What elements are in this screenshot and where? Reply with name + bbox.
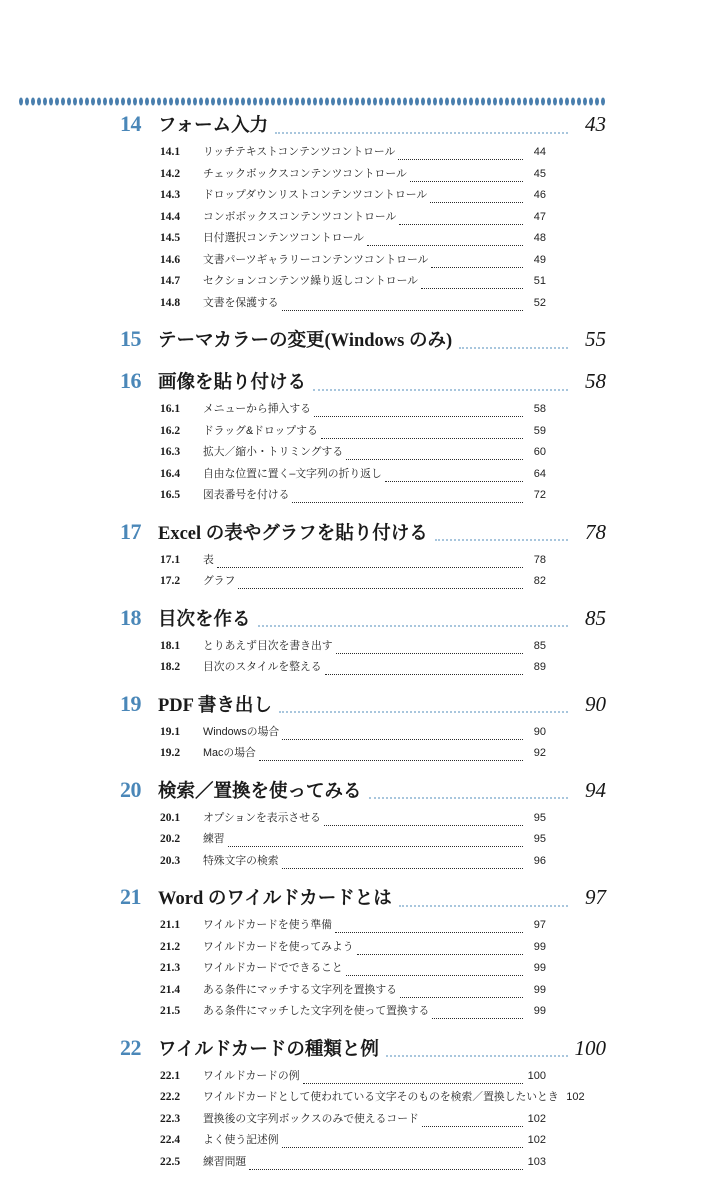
section-title: 目次のスタイルを整える	[203, 662, 325, 673]
section-entry[interactable]	[0, 404, 724, 426]
chapter-number: 22	[120, 1037, 158, 1059]
section-list	[0, 147, 724, 319]
section-entry[interactable]	[0, 813, 724, 835]
chapter-entry[interactable]	[0, 1037, 724, 1070]
section-page-number: 44	[523, 147, 546, 158]
leader-dots	[279, 710, 568, 713]
leader-dots	[303, 1082, 523, 1084]
section-page-number: 82	[523, 576, 546, 587]
leader-dots	[325, 673, 523, 675]
chapter-number: 17	[120, 521, 158, 543]
section-number: 16.1	[160, 404, 203, 416]
chapter-number: 20	[120, 779, 158, 801]
section-page-number: 52	[523, 298, 546, 309]
section-title: とりあえず目次を書き出す	[203, 641, 336, 652]
section-number: 17.2	[160, 576, 203, 588]
leader-dots	[432, 1017, 523, 1019]
section-entry[interactable]	[0, 1157, 724, 1178]
chapter-number: 19	[120, 693, 158, 715]
section-page-number: 102	[523, 1114, 546, 1125]
section-page-number: 99	[523, 1006, 546, 1017]
section-number: 22.2	[160, 1092, 203, 1104]
section-number: 22.5	[160, 1157, 203, 1169]
section-number: 20.3	[160, 856, 203, 868]
section-number: 22.1	[160, 1071, 203, 1083]
chapter-page-number: 97	[568, 887, 606, 908]
section-list	[0, 555, 724, 598]
section-entry[interactable]	[0, 834, 724, 856]
section-number: 14.2	[160, 169, 203, 181]
section-title: オプションを表示させる	[203, 813, 324, 824]
section-title: よく使う記述例	[203, 1135, 282, 1146]
section-page-number: 59	[523, 426, 546, 437]
leader-dots	[357, 953, 523, 955]
section-number: 14.3	[160, 190, 203, 202]
section-page-number: 72	[523, 490, 546, 501]
section-title: ワイルドカードとして使われている文字そのものを検索／置換したいとき	[203, 1092, 562, 1103]
leader-dots	[422, 1125, 523, 1127]
section-page-number: 51	[523, 276, 546, 287]
chapter-block	[0, 328, 724, 361]
section-title: リッチテキストコンテンツコントロール	[203, 147, 398, 158]
chapter-entry[interactable]	[0, 370, 724, 403]
section-title: 拡大／縮小・トリミングする	[203, 447, 346, 458]
leader-dots	[398, 158, 523, 160]
chapter-page-number: 43	[568, 114, 606, 135]
leader-dots	[399, 223, 523, 225]
section-entry[interactable]	[0, 255, 724, 277]
section-page-number: 45	[523, 169, 546, 180]
section-title: ある条件にマッチする文字列を置換する	[203, 985, 400, 996]
section-page-number: 99	[523, 963, 546, 974]
chapter-block	[0, 521, 724, 598]
section-title: ワイルドカードを使ってみよう	[203, 942, 357, 953]
chapter-page-number: 55	[568, 329, 606, 350]
chapter-title: ワイルドカードの種類と例	[158, 1041, 386, 1060]
chapter-page-number: 90	[568, 694, 606, 715]
section-number: 21.3	[160, 963, 203, 975]
leader-dots	[421, 287, 523, 289]
chapter-number: 21	[120, 886, 158, 908]
leader-dots	[459, 346, 568, 349]
section-entry[interactable]	[0, 276, 724, 298]
section-entry[interactable]	[0, 576, 724, 598]
leader-dots	[385, 480, 523, 482]
section-entry[interactable]	[0, 469, 724, 491]
section-entry[interactable]	[0, 190, 724, 212]
chapter-page-number: 85	[568, 608, 606, 629]
section-number: 16.5	[160, 490, 203, 502]
section-title: ワイルドカードを使う準備	[203, 920, 335, 931]
chapter-page-number: 78	[568, 522, 606, 543]
section-number: 21.2	[160, 942, 203, 954]
section-entry[interactable]	[0, 748, 724, 770]
table-of-contents	[0, 113, 724, 1178]
section-entry[interactable]	[0, 233, 724, 255]
section-title: 文書パーツギャラリーコンテンツコントロール	[203, 255, 431, 266]
leader-dots	[238, 587, 523, 589]
section-entry[interactable]	[0, 426, 724, 448]
section-number: 21.1	[160, 920, 203, 932]
chapter-number: 15	[120, 328, 158, 350]
chapter-title: 目次を作る	[158, 611, 258, 630]
section-title: コンボボックスコンテンツコントロール	[203, 212, 399, 223]
section-entry[interactable]	[0, 1071, 724, 1093]
section-title: ある条件にマッチした文字列を使って置換する	[203, 1006, 432, 1017]
section-entry[interactable]	[0, 641, 724, 663]
section-number: 19.1	[160, 727, 203, 739]
section-entry[interactable]	[0, 920, 724, 942]
section-page-number: 99	[523, 985, 546, 996]
section-page-number: 96	[523, 856, 546, 867]
section-entry[interactable]	[0, 298, 724, 320]
section-page-number: 58	[523, 404, 546, 415]
leader-dots	[410, 180, 523, 182]
section-page-number: 92	[523, 748, 546, 759]
chapter-block	[0, 779, 724, 878]
section-number: 21.4	[160, 985, 203, 997]
section-page-number: 85	[523, 641, 546, 652]
section-title: ドラッグ&ドロップする	[203, 426, 321, 437]
leader-dots	[314, 415, 523, 417]
section-entry[interactable]	[0, 1135, 724, 1157]
section-entry[interactable]	[0, 1114, 724, 1136]
section-page-number: 97	[523, 920, 546, 931]
section-title: 日付選択コンテンツコントロール	[203, 233, 367, 244]
section-title: ワイルドカードでできること	[203, 963, 346, 974]
leader-dots	[282, 738, 523, 740]
chapter-entry[interactable]	[0, 693, 724, 726]
chapter-title: PDF 書き出し	[158, 697, 279, 716]
leader-dots	[346, 458, 523, 460]
section-entry[interactable]	[0, 447, 724, 469]
section-title: 文書を保護する	[203, 298, 282, 309]
section-list	[0, 641, 724, 684]
section-title: セクションコンテンツ繰り返しコントロール	[203, 276, 421, 287]
section-number: 14.4	[160, 212, 203, 224]
section-entry[interactable]	[0, 1092, 724, 1114]
leader-dots	[336, 652, 523, 654]
section-page-number: 47	[523, 212, 546, 223]
leader-dots	[259, 759, 523, 761]
chapter-number: 14	[120, 113, 158, 135]
section-number: 14.5	[160, 233, 203, 245]
chapter-page-number: 94	[568, 780, 606, 801]
section-title: 練習問題	[203, 1157, 249, 1168]
chapter-title: 画像を貼り付ける	[158, 374, 313, 393]
section-list	[0, 727, 724, 770]
section-entry[interactable]	[0, 147, 724, 169]
section-number: 18.2	[160, 662, 203, 674]
chapter-entry[interactable]	[0, 886, 724, 919]
section-title: 練習	[203, 834, 228, 845]
leader-dots	[335, 931, 523, 933]
leader-dots	[431, 266, 523, 268]
section-title: 図表番号を付ける	[203, 490, 292, 501]
section-number: 14.1	[160, 147, 203, 159]
header-dotted-band	[18, 97, 606, 106]
section-page-number: 102	[523, 1135, 546, 1146]
section-entry[interactable]	[0, 555, 724, 577]
section-title: Macの場合	[203, 748, 259, 759]
section-title: ワイルドカードの例	[203, 1071, 303, 1082]
section-number: 16.4	[160, 469, 203, 481]
leader-dots	[275, 131, 568, 134]
section-page-number: 46	[523, 190, 546, 201]
leader-dots	[292, 501, 523, 503]
chapter-title: テーマカラーの変更(Windows のみ)	[158, 332, 459, 351]
section-number: 16.2	[160, 426, 203, 438]
section-page-number: 90	[523, 727, 546, 738]
section-entry[interactable]	[0, 856, 724, 878]
section-number: 19.2	[160, 748, 203, 760]
section-list	[0, 813, 724, 878]
leader-dots	[386, 1054, 568, 1057]
chapter-entry[interactable]	[0, 113, 724, 146]
section-number: 21.5	[160, 1006, 203, 1018]
section-page-number: 102	[562, 1092, 585, 1103]
section-entry[interactable]	[0, 727, 724, 749]
leader-dots	[313, 388, 568, 391]
section-number: 22.3	[160, 1114, 203, 1126]
section-entry[interactable]	[0, 942, 724, 964]
chapter-page-number: 58	[568, 371, 606, 392]
section-title: 表	[203, 555, 217, 566]
section-title: 特殊文字の検索	[203, 856, 282, 867]
section-title: グラフ	[203, 576, 238, 587]
leader-dots	[369, 796, 568, 799]
leader-dots	[367, 244, 523, 246]
section-number: 14.7	[160, 276, 203, 288]
section-number: 18.1	[160, 641, 203, 653]
section-list	[0, 404, 724, 512]
section-number: 20.2	[160, 834, 203, 846]
section-page-number: 78	[523, 555, 546, 566]
leader-dots	[430, 201, 523, 203]
section-entry[interactable]	[0, 963, 724, 985]
chapter-block	[0, 886, 724, 1028]
leader-dots	[217, 566, 523, 568]
chapter-title: Excel の表やグラフを貼り付ける	[158, 525, 435, 544]
section-number: 14.8	[160, 298, 203, 310]
section-title: 置換後の文字列ボックスのみで使えるコード	[203, 1114, 422, 1125]
section-page-number: 49	[523, 255, 546, 266]
section-page-number: 64	[523, 469, 546, 480]
section-page-number: 48	[523, 233, 546, 244]
section-entry[interactable]	[0, 1006, 724, 1028]
section-page-number: 89	[523, 662, 546, 673]
section-list	[0, 920, 724, 1028]
section-entry[interactable]	[0, 985, 724, 1007]
chapter-entry[interactable]	[0, 521, 724, 554]
section-page-number: 95	[523, 834, 546, 845]
section-page-number: 95	[523, 813, 546, 824]
section-page-number: 99	[523, 942, 546, 953]
chapter-title: 検索／置換を使ってみる	[158, 783, 369, 802]
chapter-block	[0, 1037, 724, 1178]
chapter-entry[interactable]	[0, 607, 724, 640]
section-title: チェックボックスコンテンツコントロール	[203, 169, 410, 180]
leader-dots	[258, 624, 568, 627]
section-entry[interactable]	[0, 212, 724, 234]
leader-dots	[435, 538, 568, 541]
chapter-title: Word のワイルドカードとは	[158, 890, 399, 909]
section-entry[interactable]	[0, 662, 724, 684]
section-number: 14.6	[160, 255, 203, 267]
section-number: 16.3	[160, 447, 203, 459]
leader-dots	[346, 974, 523, 976]
chapter-number: 16	[120, 370, 158, 392]
chapter-block	[0, 607, 724, 684]
chapter-number: 18	[120, 607, 158, 629]
section-list	[0, 1071, 724, 1178]
chapter-entry[interactable]	[0, 779, 724, 812]
leader-dots	[282, 867, 523, 869]
chapter-title: フォーム入力	[158, 117, 275, 136]
leader-dots	[400, 996, 523, 998]
section-page-number: 60	[523, 447, 546, 458]
chapter-page-number: 100	[568, 1038, 606, 1059]
chapter-block	[0, 370, 724, 512]
section-entry[interactable]	[0, 490, 724, 512]
leader-dots	[249, 1168, 523, 1170]
section-title: メニューから挿入する	[203, 404, 314, 415]
section-number: 20.1	[160, 813, 203, 825]
leader-dots	[228, 845, 523, 847]
chapter-entry[interactable]	[0, 328, 724, 361]
section-entry[interactable]	[0, 169, 724, 191]
leader-dots	[282, 1146, 523, 1148]
chapter-block	[0, 113, 724, 319]
leader-dots	[399, 904, 568, 907]
section-number: 17.1	[160, 555, 203, 567]
section-page-number: 103	[523, 1157, 546, 1168]
leader-dots	[282, 309, 523, 311]
section-title: Windowsの場合	[203, 727, 282, 738]
section-title: 自由な位置に置く–文字列の折り返し	[203, 469, 385, 480]
section-page-number: 100	[523, 1071, 546, 1082]
leader-dots	[321, 437, 523, 439]
section-title: ドロップダウンリストコンテンツコントロール	[203, 190, 430, 201]
chapter-block	[0, 693, 724, 770]
section-number: 22.4	[160, 1135, 203, 1147]
leader-dots	[324, 824, 523, 826]
